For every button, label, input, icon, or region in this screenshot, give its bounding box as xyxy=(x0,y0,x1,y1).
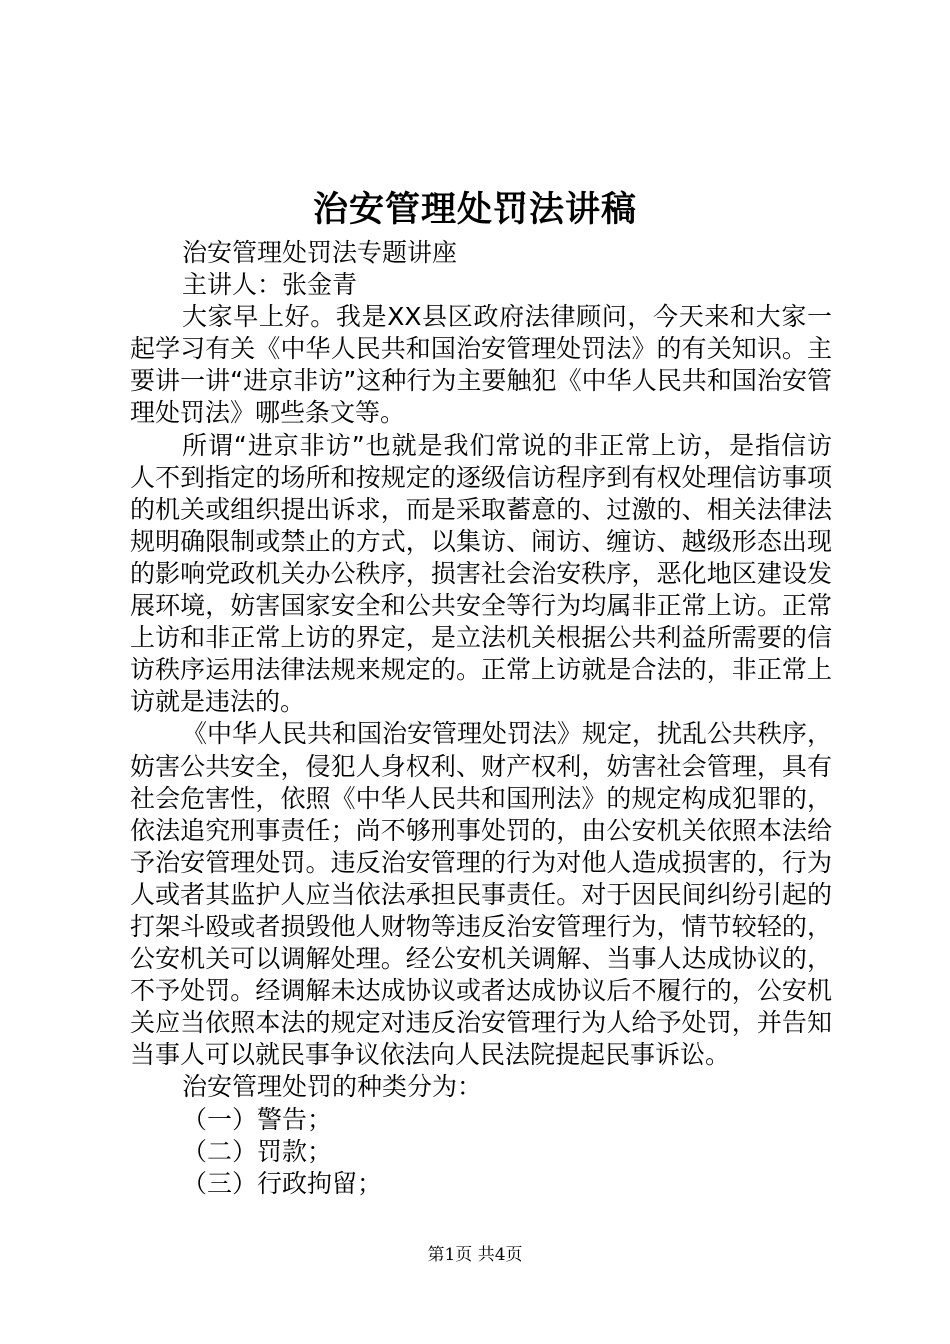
page-number-footer: 第1页 共4页 xyxy=(427,1245,523,1265)
paragraph-penalty-types-heading: 治安管理处罚的种类分为： xyxy=(182,1072,483,1102)
paragraph-definition: 所谓“进京非访”也就是我们常说的非正常上访，是指信访人不到指定的场所和按规定的逐级信访程序到有权处理信访事项的机关或组织提出诉求，而是采取蓄意的、过激的、相关法律法规明确限制或禁止的方式，以集访、闹访、缠访、越级形态出现的影响党政机关办公秩序，损害社会治安秩序，恶化地区建设发展环境，妨害国家安全和公共安全等行为均属非正常上访。正常上访和非正常上访的界定，是立法机关根据公共利益所需要的信访秩序运用法律法规来规定的。正常上访就是合法的，非正常上访就是违法的。 xyxy=(130,430,832,717)
paragraph-greeting: 大家早上好。我是XX县区政府法律顾问，今天来和大家一起学习有关《中华人民共和国治安管理处罚法》的有关知识。主要讲一讲“进京非访”这种行为主要触犯《中华人民共和国治安管理处罚法》哪些条文等。 xyxy=(130,302,832,428)
paragraph-lecture-topic: 治安管理处罚法专题讲座 xyxy=(182,238,458,267)
list-item-detention: （三）行政拘留； xyxy=(182,1168,383,1198)
list-item-fine: （二）罚款； xyxy=(182,1136,333,1166)
list-item-warning: （一）警告； xyxy=(182,1104,333,1134)
document-body xyxy=(130,237,832,1200)
paragraph-speaker: 主讲人：张金青 xyxy=(182,270,358,300)
document-title: 治安管理处罚法讲稿 xyxy=(312,189,637,230)
paragraph-law-provisions: 《中华人民共和国治安管理处罚法》规定，扰乱公共秩序，妨害公共安全，侵犯人身权利、财产权利，妨害社会管理，具有社会危害性，依照《中华人民共和国刑法》的规定构成犯罪的，依法追究刑事责任；尚不够刑事处罚的，由公安机关依照本法给予治安管理处罚。违反治安管理的行为对他人造成损害的，行为人或者其监护人应当依法承担民事责任。对于因民间纠纷引起的打架斗殴或者损毁他人财物等违反治安管理行为，情节较轻的，公安机关可以调解处理。经公安机关调解、当事人达成协议的，不予处罚。经调解未达成协议或者达成协议后不履行的，公安机关应当依照本法的规定对违反治安管理行为人给予处罚，并告知当事人可以就民事争议依法向人民法院提起民事诉讼。 xyxy=(130,719,833,1070)
